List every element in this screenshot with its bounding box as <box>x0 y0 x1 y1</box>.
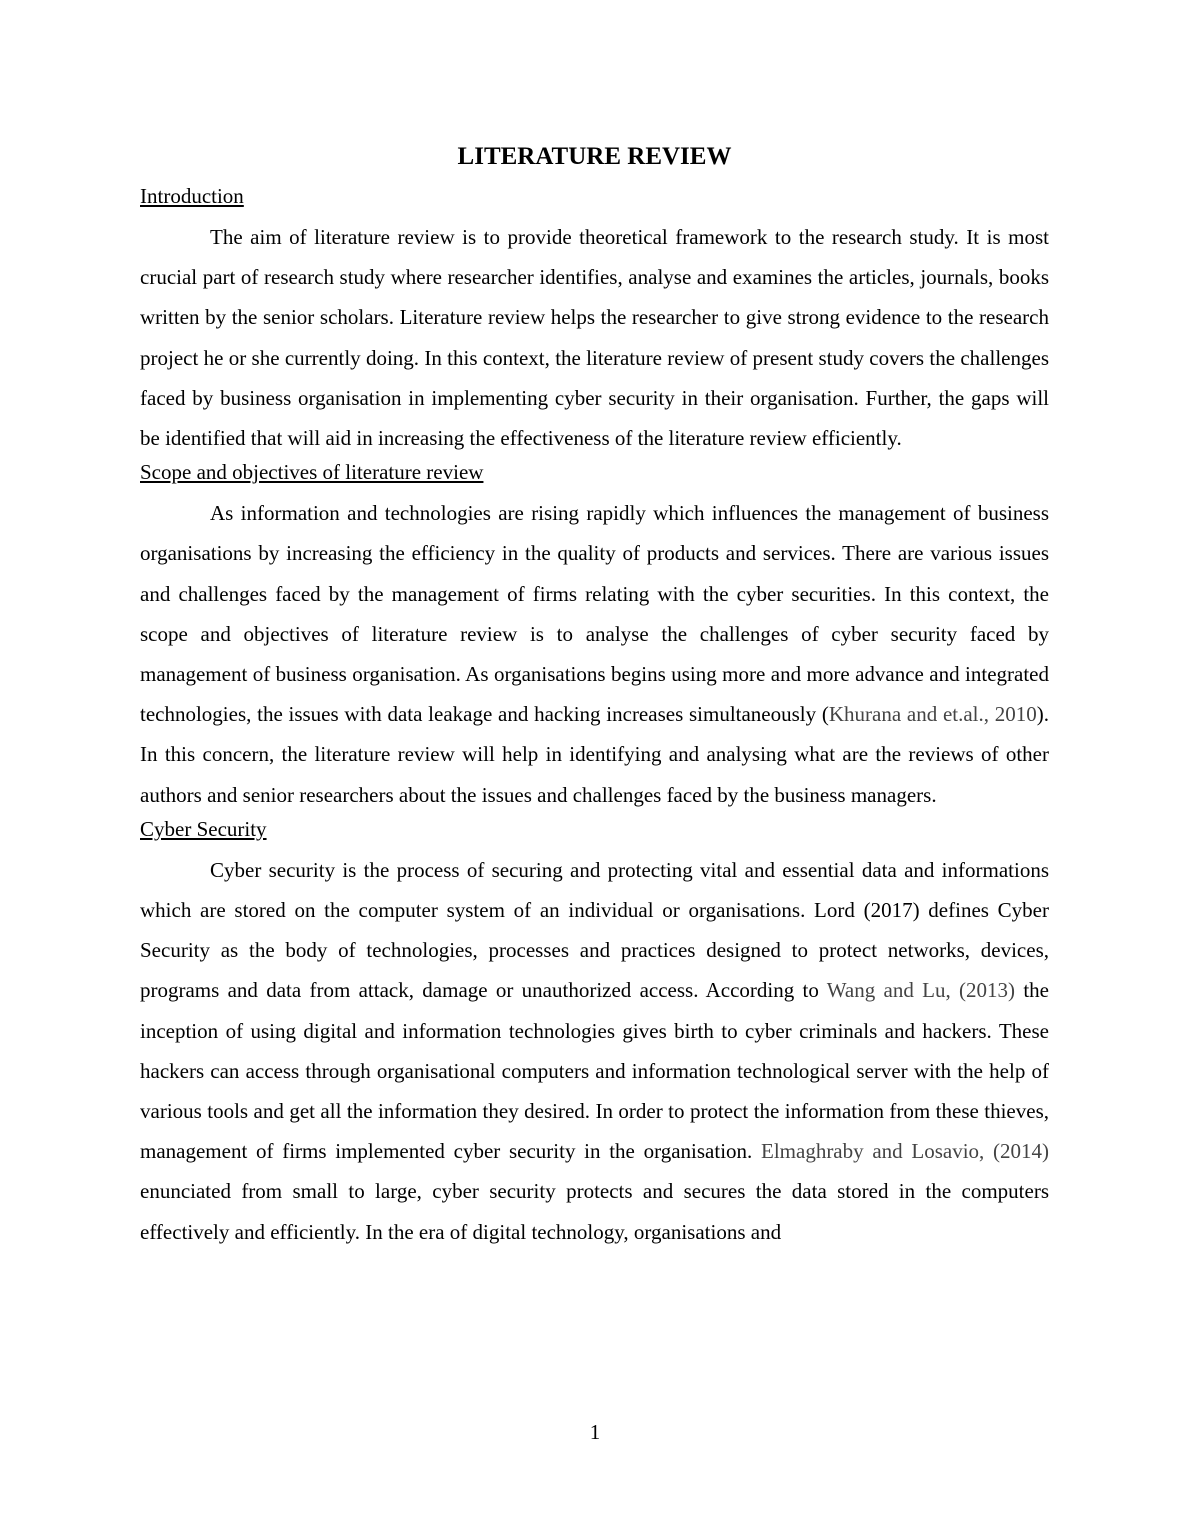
paragraph-text: the inception of using digital and information technologies gives birth to cyber criminals and hackers. These hackers can access through organisational computers and information technological server with the help of various tools and get all the information they desired. In order to protect the information from these thieves, management of firms implemented cyber security in the organisation. <box>140 978 1049 1164</box>
section-heading-introduction: Introduction <box>140 184 244 208</box>
paragraph-text: enunciated from small to large, cyber security protects and secures the data stored in the computers effectively and efficiently. In the era of digital technology, organisations and <box>140 1179 1049 1244</box>
citation-elmaghraby-losavio: Elmaghraby and Losavio, (2014) <box>761 1139 1049 1164</box>
cyber-security-paragraph <box>140 850 1049 1252</box>
section-heading-cyber-security: Cyber Security <box>140 816 267 841</box>
paragraph-text: ). In this concern, the literature review will help in identifying and analysing what are the reviews of other authors and senior researchers about the issues and challenges faced by the business managers. <box>140 702 1049 807</box>
paragraph-text: Cyber security is the process of securing and protecting vital and essential data and informations which are stored on the computer system of an individual or organisations. Lord (2017) defines Cyber Security as the body of technologies, processes and practices designed to protect networks, devices, programs and data from attack, damage or unauthorized access. According to <box>140 857 1049 1003</box>
introduction-paragraph <box>140 217 1049 458</box>
section-heading-scope: Scope and objectives of literature review <box>140 460 484 485</box>
scope-paragraph <box>140 493 1049 815</box>
page-content <box>140 138 1049 1252</box>
paragraph-text: The aim of literature review is to provide theoretical framework to the research study. It is most crucial part of research study where researcher identifies, analyse and examines the articles, journals, books written by the senior scholars. Literature review helps the researcher to give strong evidence to the research project he or she currently doing. In this context, the literature review of present study covers the challenges faced by business organisation in implementing cyber security in their organisation. Further, the gaps will be identified that will aid in increasing the effectiveness of the literature review efficiently. <box>140 225 1049 451</box>
citation-khurana: Khurana and et.al., 2010 <box>828 702 1037 727</box>
page-number: 1 <box>589 1420 601 1444</box>
page-title: LITERATURE REVIEW <box>457 143 732 170</box>
paragraph-text: As information and technologies are rising rapidly which influences the management of business organisations by increasing the efficiency in the quality of products and services. There are various issues and challenges faced by the management of firms relating with the cyber securities. In this context, the scope and objectives of literature review is to analyse the challenges of cyber security faced by management of business organisation. As organisations begins using more and more advance and integrated technologies, the issues with data leakage and hacking increases simultaneously ( <box>140 501 1049 727</box>
citation-wang-lu: Wang and Lu, (2013) <box>826 978 1016 1003</box>
